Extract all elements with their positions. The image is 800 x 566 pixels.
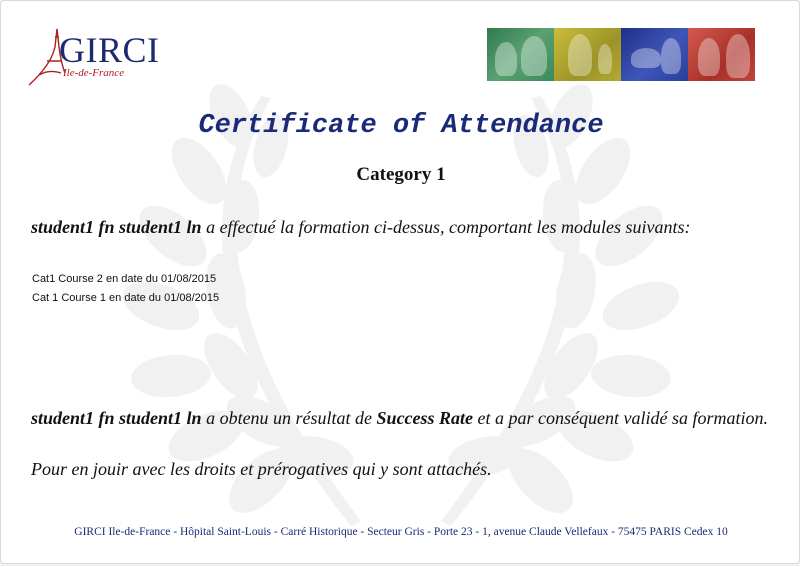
rights-statement: Pour en jouir avec les droits et prérogatives qui y sont attachés.	[31, 459, 492, 479]
module-item: Cat1 Course 2 en date du 01/08/2015	[32, 273, 217, 285]
modules-list	[32, 270, 219, 308]
completion-statement	[31, 217, 771, 238]
footer-address: GIRCI Ile-de-France - Hôpital Saint-Louis - Carré Historique - Secteur Gris - Porte 23 - 1, avenue Claude Vellefaux - 75475 PARIS Cedex 10	[74, 526, 728, 538]
completion-text: a effectué la formation ci-dessus, comportant les modules suivants:	[201, 217, 691, 237]
logo-text: GIRCI	[59, 30, 160, 70]
student-name: student1 fn student1 ln	[31, 217, 202, 237]
result-value: Success Rate	[376, 408, 474, 428]
result-prefix: a obtenu un résultat de	[201, 408, 377, 428]
girci-logo	[25, 25, 175, 89]
student-name: student1 fn student1 ln	[31, 408, 202, 428]
banner-photo-red	[688, 28, 755, 81]
logo-subtitle: Ile-de-France	[63, 67, 125, 79]
result-suffix: et a par conséquent validé sa formation.	[473, 408, 769, 428]
module-item: Cat 1 Course 1 en date du 01/08/2015	[32, 292, 220, 304]
header-photo-banner	[487, 28, 755, 81]
banner-photo-green	[487, 28, 554, 81]
result-statement	[31, 406, 771, 431]
banner-photo-yellow	[554, 28, 621, 81]
certificate-category: Category 1	[356, 164, 446, 185]
certificate-title: Certificate of Attendance	[198, 111, 604, 141]
banner-photo-blue	[621, 28, 688, 81]
